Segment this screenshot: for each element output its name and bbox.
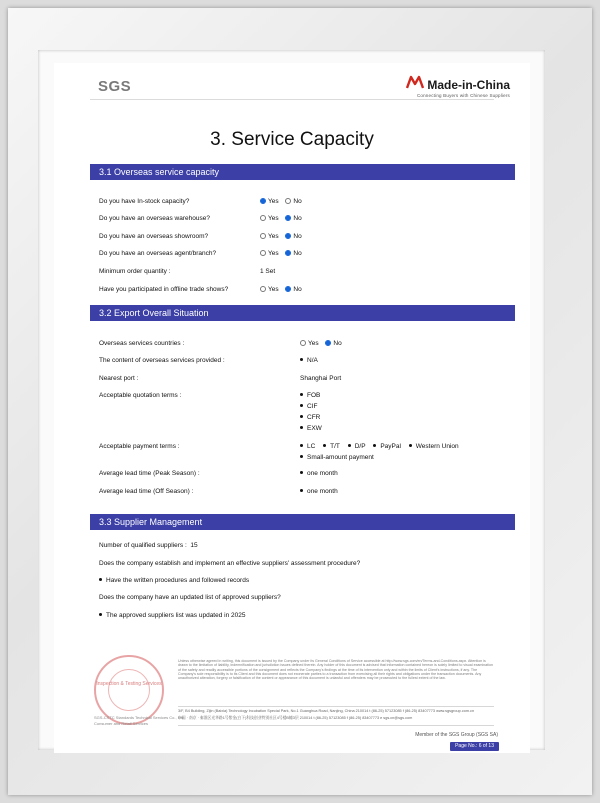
label-lead-time-off: Average lead time (Off Season) : bbox=[99, 488, 194, 495]
bullet-icon bbox=[323, 444, 326, 447]
issuer-division: Consumer and Retail Services bbox=[94, 721, 149, 726]
answer-overseas-warehouse: Yes No bbox=[260, 215, 307, 222]
radio-in-stock-yes[interactable] bbox=[260, 198, 266, 204]
value-lead-time-off: one month bbox=[300, 488, 338, 495]
radio-showroom-yes[interactable] bbox=[260, 233, 266, 239]
label-payment-terms: Acceptable payment terms : bbox=[99, 443, 180, 450]
section-heading-overseas-service: 3.1 Overseas service capacity bbox=[90, 164, 515, 180]
footer-divider bbox=[178, 706, 494, 707]
bullet-icon bbox=[99, 613, 102, 616]
value-nearest-port: Shanghai Port bbox=[300, 375, 342, 382]
payment-term: LC bbox=[300, 443, 315, 450]
page-title: 3. Service Capacity bbox=[210, 129, 374, 150]
answer-approved-list: The approved suppliers list was updated in 2025 bbox=[99, 612, 245, 619]
question-approved-list: Does the company have an updated list of approved suppliers? bbox=[99, 594, 281, 601]
bullet-icon bbox=[373, 444, 376, 447]
answer-overseas-countries: Yes No bbox=[300, 340, 347, 347]
value-lead-time-peak: one month bbox=[300, 470, 338, 477]
payment-term: D/P bbox=[348, 443, 366, 450]
question-assessment-procedure: Does the company establish and implement an effective suppliers' assessment procedure? bbox=[99, 560, 361, 567]
sgs-logo: SGS bbox=[98, 78, 132, 95]
radio-showroom-no[interactable] bbox=[285, 233, 291, 239]
payment-term: PayPal bbox=[373, 443, 401, 450]
radio-trade-no[interactable] bbox=[285, 286, 291, 292]
answer-overseas-showroom: Yes No bbox=[260, 233, 307, 240]
qualified-suppliers: Number of qualified suppliers : 15 bbox=[99, 542, 198, 549]
payment-term: Western Union bbox=[409, 443, 459, 450]
quotation-term: CFR bbox=[300, 414, 320, 421]
question-overseas-agent: Do you have an overseas agent/branch? bbox=[99, 250, 217, 257]
value-overseas-content: N/A bbox=[300, 357, 318, 364]
bullet-icon bbox=[409, 444, 412, 447]
bullet-icon bbox=[300, 444, 303, 447]
bullet-icon bbox=[300, 471, 303, 474]
payment-terms-list bbox=[300, 443, 465, 450]
page-number-badge: Page No.: 6 of 13 bbox=[450, 742, 499, 751]
made-in-china-tagline: Connecting Buyers with Chinese Suppliers bbox=[416, 93, 510, 98]
bullet-icon bbox=[300, 393, 303, 396]
address-english: 3/F, B4 Building, Zijin (Baixia) Technology Incubation Special Park, No.1 Guanghua Road, Nanjing, China 210014 t (86-25) 57123085 f (86-25) 83407773 www.sgsgroup.com.cn bbox=[178, 709, 475, 713]
legal-disclaimer: Unless otherwise agreed in writing, this document is issued by the Company under its General Conditions of Service accessible at http://www.sgs.com/en/Terms-and-Conditions.aspx. Attention is drawn to the limitation of liability, indemnification and jurisdiction issues defined therein. Any holder of this document is advised that information contained hereon is solely limited to visual examination of the safety and readily accessible portions of the consignment and reflects the Company's findings at the time of its intervention only and within the limits of Client's instructions, if any. The Company's sole responsibility is to its Client and this document does not exonerate parties to a transaction from exercising all their rights and obligations under the transaction documents. Any unauthorized alteration, forgery or falsification of the content or appearance of this document is unlawful and offenders may be prosecuted to the fullest extent of the law. bbox=[178, 659, 493, 681]
bullet-icon bbox=[300, 489, 303, 492]
answer-in-stock: Yes No bbox=[260, 198, 307, 205]
answer-overseas-agent: Yes No bbox=[260, 250, 307, 257]
radio-warehouse-no[interactable] bbox=[285, 215, 291, 221]
radio-trade-yes[interactable] bbox=[260, 286, 266, 292]
question-in-stock: Do you have In-stock capacity? bbox=[99, 198, 190, 205]
made-in-china-logo bbox=[406, 75, 510, 98]
report-page bbox=[54, 63, 530, 753]
question-overseas-showroom: Do you have an overseas showroom? bbox=[99, 233, 209, 240]
radio-countries-yes[interactable] bbox=[300, 340, 306, 346]
issuer-name: SGS-CSTC Standards Technical Services Co., Ltd. bbox=[94, 715, 185, 720]
quotation-term: FOB bbox=[300, 392, 320, 399]
value-minimum-order: 1 Set bbox=[260, 268, 276, 275]
made-in-china-mark-icon bbox=[406, 75, 424, 94]
payment-term: T/T bbox=[323, 443, 340, 450]
header-divider bbox=[90, 99, 494, 100]
bullet-icon bbox=[99, 578, 102, 581]
bullet-icon bbox=[300, 358, 303, 361]
payment-term: Small-amount payment bbox=[300, 454, 374, 461]
bullet-icon bbox=[300, 455, 303, 458]
section-heading-supplier-management: 3.3 Supplier Management bbox=[90, 514, 515, 530]
quotation-term: CIF bbox=[300, 403, 317, 410]
company-seal-inner bbox=[108, 669, 150, 711]
bullet-icon bbox=[300, 415, 303, 418]
question-overseas-warehouse: Do you have an overseas warehouse? bbox=[99, 215, 210, 222]
address-chinese: 中国 · 南京 · 秦淮区光华路1号紫金(白下)科技创业特别社区4号楼B幢3层 210014 t (86-25) 57123085 f (86-25) 83407773 e sgs.cn@sgs.com bbox=[178, 716, 413, 720]
value-qualified-suppliers: 15 bbox=[190, 542, 198, 549]
bullet-icon bbox=[300, 426, 303, 429]
label-overseas-content: The content of overseas services provided : bbox=[99, 357, 225, 364]
radio-countries-no[interactable] bbox=[325, 340, 331, 346]
answer-assessment-procedure: Have the written procedures and followed records bbox=[99, 577, 249, 584]
radio-agent-yes[interactable] bbox=[260, 250, 266, 256]
bullet-icon bbox=[300, 404, 303, 407]
question-trade-shows: Have you participated in offline trade shows? bbox=[99, 286, 229, 293]
label-quotation-terms: Acceptable quotation terms : bbox=[99, 392, 182, 399]
sgs-member-note: Member of the SGS Group (SGS SA) bbox=[415, 732, 498, 738]
radio-agent-no[interactable] bbox=[285, 250, 291, 256]
answer-trade-shows: Yes No bbox=[260, 286, 307, 293]
quotation-term: EXW bbox=[300, 425, 322, 432]
made-in-china-name: Made-in-China bbox=[427, 77, 510, 92]
footer-divider bbox=[178, 725, 494, 726]
label-lead-time-peak: Average lead time (Peak Season) : bbox=[99, 470, 200, 477]
label-minimum-order: Minimum order quantity : bbox=[99, 268, 171, 275]
bullet-icon bbox=[348, 444, 351, 447]
radio-warehouse-yes[interactable] bbox=[260, 215, 266, 221]
section-heading-export-situation: 3.2 Export Overall Situation bbox=[90, 305, 515, 321]
label-nearest-port: Nearest port : bbox=[99, 375, 139, 382]
radio-in-stock-no[interactable] bbox=[285, 198, 291, 204]
label-overseas-countries: Overseas services countries : bbox=[99, 340, 185, 347]
company-seal-text: Inspection & Testing Services bbox=[96, 681, 162, 687]
